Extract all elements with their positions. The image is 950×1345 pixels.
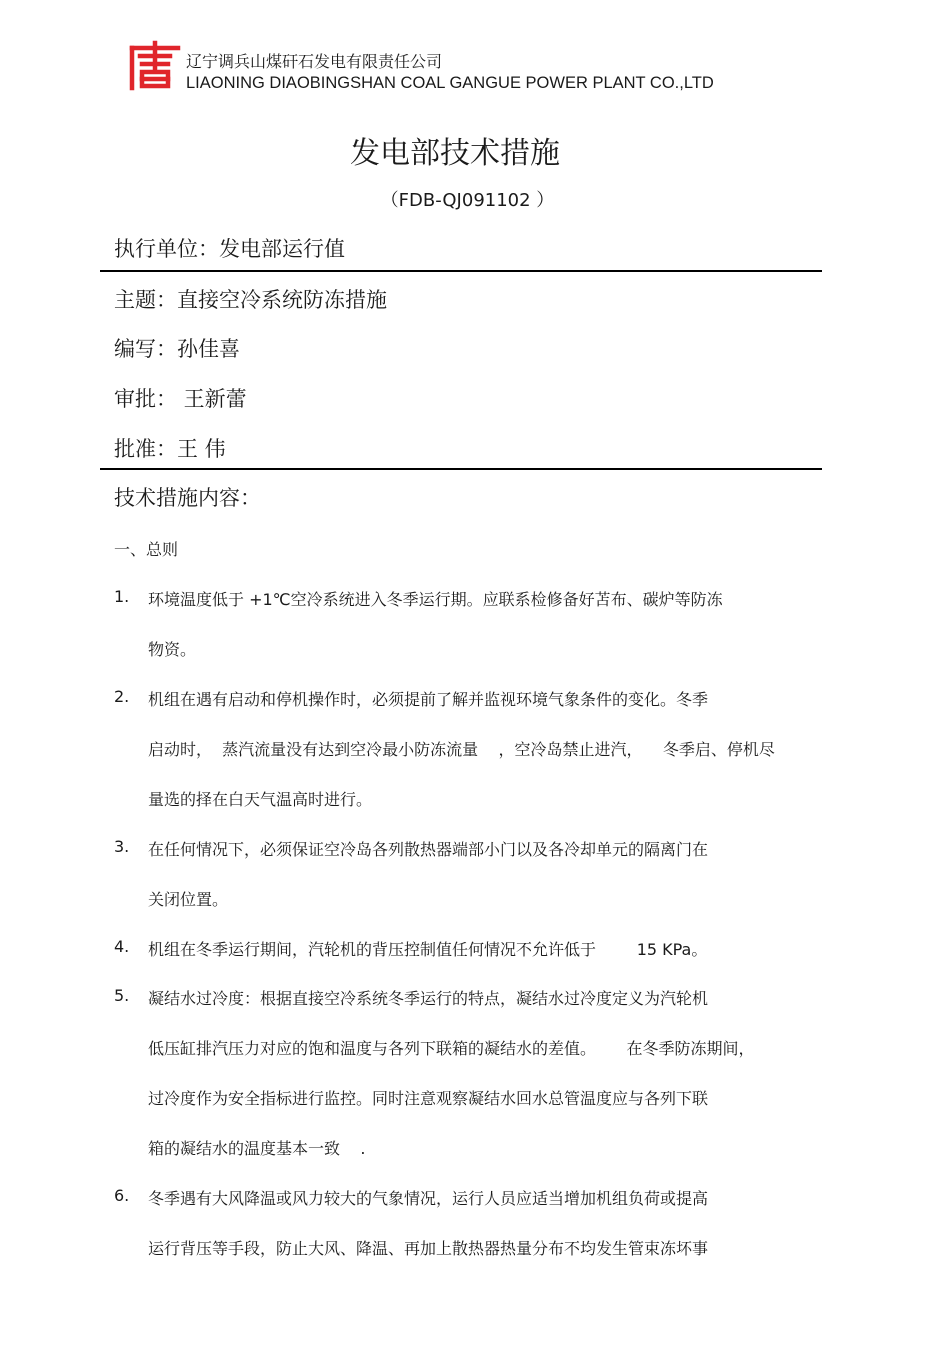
item-line: 启动时， 蒸汽流量没有达到空冷最小防冻流量 ，空冷岛禁止进汽， 冬季启、停机尽 <box>148 740 775 759</box>
subject: 主题：直接空冷系统防冻措施 <box>114 288 387 312</box>
divider-top <box>100 270 822 272</box>
item-line: 量选的择在白天气温高时进行。 <box>148 790 373 809</box>
item-line: 过冷度作为安全指标进行监控。同时注意观察凝结水回水总管温度应与各列下联 <box>148 1089 709 1108</box>
item-number: 3. <box>114 837 130 856</box>
document-title: 发电部技术措施 <box>350 136 560 171</box>
section-heading: 一、总则 <box>114 540 179 559</box>
content-heading: 技术措施内容： <box>114 486 261 510</box>
company-name-cn: 辽宁调兵山煤矸石发电有限责任公司 <box>186 52 443 71</box>
item-line: 机组在遇有启动和停机操作时，必须提前了解并监视环境气象条件的变化。冬季 <box>148 690 709 709</box>
item-number: 6. <box>114 1186 130 1205</box>
reviewer: 审批： 王新蕾 <box>114 387 247 411</box>
author: 编写：孙佳喜 <box>114 337 240 361</box>
item-line: 关闭位置。 <box>148 890 229 909</box>
item-number: 4. <box>114 937 130 956</box>
item-line: 凝结水过冷度：根据直接空冷系统冬季运行的特点，凝结水过冷度定义为汽轮机 <box>148 989 709 1008</box>
item-number: 2. <box>114 687 130 706</box>
company-logo-icon <box>128 40 182 92</box>
item-number: 5. <box>114 986 130 1005</box>
approver: 批准：王 伟 <box>114 437 226 461</box>
document-code: （FDB-QJ091102 ） <box>380 190 555 211</box>
item-line: 冬季遇有大风降温或风力较大的气象情况，运行人员应适当增加机组负荷或提高 <box>148 1189 709 1208</box>
item-number: 1. <box>114 587 130 606</box>
divider-bottom <box>100 468 822 470</box>
item-line: 机组在冬季运行期间，汽轮机的背压控制值任何情况不允许低于 15 KPa。 <box>148 940 708 959</box>
item-line: 箱的凝结水的温度基本一致 . <box>148 1139 366 1158</box>
company-name-en: LIAONING DIAOBINGSHAN COAL GANGUE POWER PLANT CO.,LTD <box>186 74 714 92</box>
item-line: 物资。 <box>148 640 197 659</box>
item-line: 在任何情况下，必须保证空冷岛各列散热器端部小门以及各冷却单元的隔离门在 <box>148 840 709 859</box>
execution-unit: 执行单位：发电部运行值 <box>114 237 345 261</box>
item-line: 环境温度低于 +1℃空冷系统进入冬季运行期。应联系检修备好苫布、碳炉等防冻 <box>148 590 723 609</box>
item-line: 低压缸排汽压力对应的饱和温度与各列下联箱的凝结水的差值。 在冬季防冻期间， <box>148 1039 755 1058</box>
item-line: 运行背压等手段，防止大风、降温、再加上散热器热量分布不均发生管束冻坏事 <box>148 1239 709 1258</box>
